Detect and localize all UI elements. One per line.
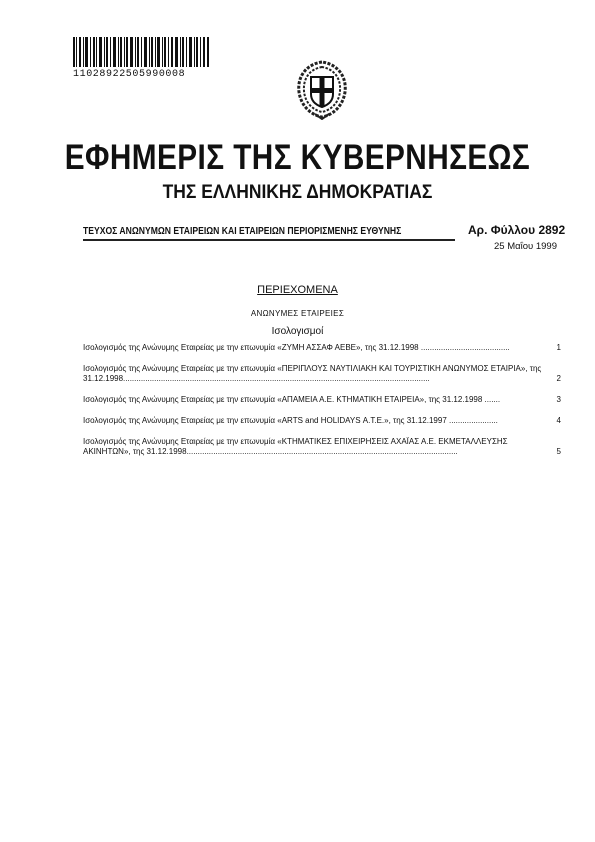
subsection-title: Ισολογισμοί [271,326,324,337]
barcode-number: 11028922505990008 [73,69,186,80]
toc-entry [83,395,561,405]
toc-entry-text: Ισολογισμός της Ανώνυμης Εταιρείας με την επωνυμία «ΑΠΑΜΕΙΑ Α.Ε. ΚΤΗΜΑΤΙΚΗ ΕΤΑΙΡΕΙΑ», της 31.12.1998 ....... [83,395,501,404]
toc-entry-page: 1 [556,343,561,352]
divider [83,239,455,241]
section-title: ΑΝΩΝΥΜΕΣ ΕΤΑΙΡΕΙΕΣ [250,309,345,318]
greek-coat-of-arms-icon [287,58,357,120]
toc-entry [83,437,561,457]
table-of-contents [83,343,561,468]
toc-entry-text: Ισολογισμός της Ανώνυμης Εταιρείας με την επωνυμία «ΖΥΜΗ ΑΣΣΑΦ ΑΕΒΕ», της 31.12.1998 ........................................ [83,343,510,352]
toc-entry-page: 5 [556,447,561,456]
toc-entry-text: Ισολογισμός της Ανώνυμης Εταιρείας με την επωνυμία «ΠΕΡΙΠΛΟΥΣ ΝΑΥΤΙΛΙΑΚΗ ΚΑΙ ΤΟΥΡΙΣΤΙΚΗ ΑΝΩΝΥΜΟΣ ΕΤΑΙΡΙΑ», της 31.12.1998.......................................................................................................................................... [83,364,542,383]
toc-entry [83,343,561,353]
issue-type: ΤΕΥΧΟΣ ΑΝΩΝΥΜΩΝ ΕΤΑΙΡΕΙΩΝ ΚΑΙ ΕΤΑΙΡΕΙΩΝ ΠΕΡΙΟΡΙΣΜΕΝΗΣ ΕΥΘΥΝΗΣ [83,225,402,237]
issue-date: 25 Μαΐου 1999 [494,241,557,252]
toc-entry-page: 4 [556,416,561,425]
masthead-title: ΕΦΗΜΕΡΙΣ ΤΗΣ ΚΥΒΕΡΝΗΣΕΩΣ [64,138,531,177]
contents-title: ΠΕΡΙΕΧΟΜΕΝΑ [257,284,338,296]
toc-entry [83,364,561,384]
toc-entry-text: Ισολογισμός της Ανώνυμης Εταιρείας με την επωνυμία «ΚΤΗΜΑΤΙΚΕΣ ΕΠΙΧΕΙΡΗΣΕΙΣ ΑΧΑΪΑΣ Α.Ε. ΕΚΜΕΤΑΛΛΕΥΣΗΣ ΑΚΙΝΗΤΩΝ», της 31.12.1998.......................................................................................................................... [83,437,508,456]
sheet-number: Αρ. Φύλλου 2892 [468,223,566,237]
toc-entry [83,416,561,426]
toc-entry-page: 2 [556,374,561,383]
toc-entry-page: 3 [556,395,561,404]
barcode [73,37,209,67]
masthead-subtitle: ΤΗΣ ΕΛΛΗΝΙΚΗΣ ΔΗΜΟΚΡΑΤΙΑΣ [162,182,433,203]
toc-entry-text: Ισολογισμός της Ανώνυμης Εταιρείας με την επωνυμία «ARTS and HOLIDAYS Α.Τ.Ε.», της 31.12.1997 ...................... [83,416,498,425]
